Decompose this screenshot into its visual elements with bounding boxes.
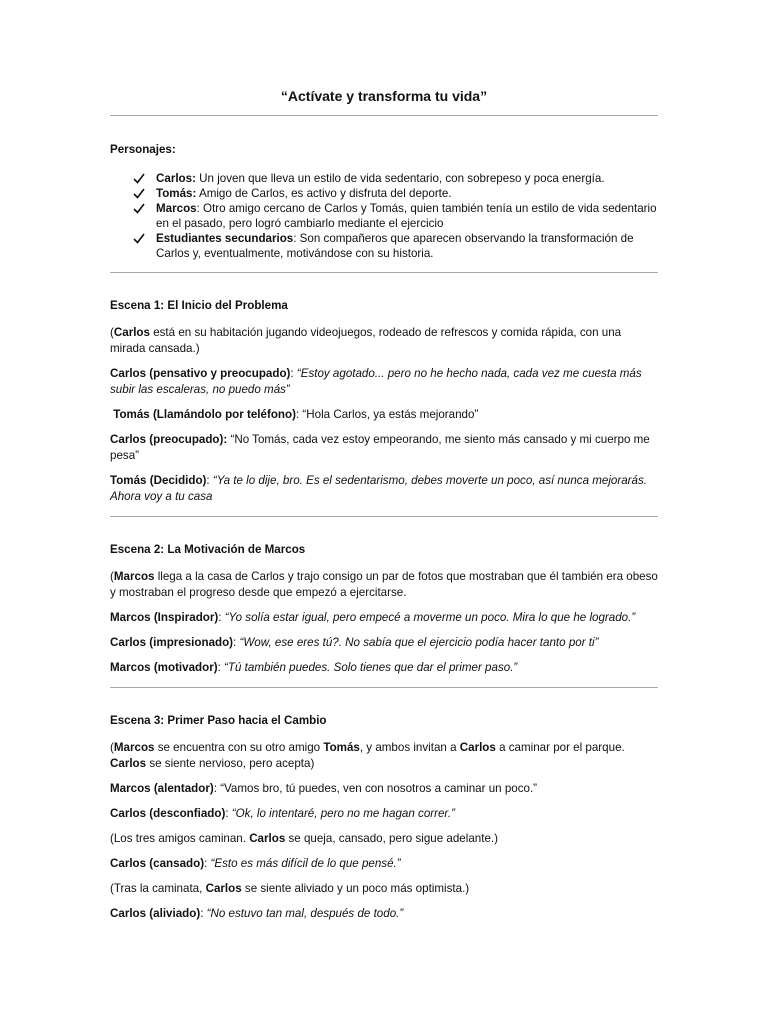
scene-3-title: Escena 3: Primer Paso hacia el Cambio: [110, 714, 327, 727]
dialogue-line: Marcos (motivador): “Tú también puedes. Solo tienes que dar el primer paso.”: [110, 661, 518, 674]
line-text: “Wow, ese eres tú?. No sabía que el ejercicio podía hacer tanto por ti”: [239, 636, 599, 649]
speaker: Carlos (preocupado):: [110, 433, 228, 446]
stage-direction: (Los tres amigos caminan. Carlos se queja, cansado, pero sigue adelante.): [110, 832, 498, 845]
document-title: “Actívate y transforma tu vida”: [280, 88, 488, 104]
line-text: “Hola Carlos, ya estás mejorando”: [302, 408, 479, 421]
speaker: Carlos (cansado): [110, 857, 205, 870]
dialogue-line: [110, 432, 658, 464]
character-name: Estudiantes secundarios: [156, 232, 294, 245]
character-name: Carlos:: [156, 172, 196, 185]
dialogue-line: Marcos (Inspirador): “Yo solía estar igual, pero empecé a moverme un poco. Mira lo que he logrado.”: [110, 611, 636, 624]
divider: [110, 272, 658, 273]
dialogue-line: Marcos (alentador): “Vamos bro, tú puedes, ven con nosotros a caminar un poco.”: [110, 782, 538, 795]
line-text: “Tú también puedes. Solo tienes que dar el primer paso.”: [224, 661, 518, 674]
speaker: Carlos (desconfiado): [110, 807, 226, 820]
stage-direction: (Marcos llega a la casa de Carlos y trajo consigo un par de fotos que mostraban que él también era obeso y mostraban el progreso desde que empezó a ejercitarse.: [110, 570, 658, 599]
speaker: Marcos (motivador): [110, 661, 218, 674]
dialogue-line: Carlos (desconfiado): “Ok, lo intentaré, pero no me hagan correr.”: [110, 807, 455, 820]
character-name: Tomás:: [156, 187, 197, 200]
characters-list: [110, 171, 658, 261]
speaker: Carlos (pensativo y preocupado): [110, 367, 291, 380]
character-description: : Son compañeros que aparecen observando la transformación de Carlos y, eventualmente, motivándose con su historia.: [156, 232, 634, 260]
dialogue-line: Tomás (Decidido): “Ya te lo dije, bro. Es el sedentarismo, debes moverte un poco, así nunca mejorarás. Ahora voy a tu casa: [110, 474, 648, 503]
dialogue-line: Carlos (cansado): “Esto es más difícil de lo que pensé.”: [110, 857, 401, 870]
line-text: “Ya te lo dije, bro. Es el sedentarismo, debes moverte un poco, así nunca mejorarás. Ahora voy a tu casa: [110, 474, 648, 503]
speaker: Tomás (Decidido): [110, 474, 207, 487]
divider: [110, 115, 658, 116]
line-text: “No Tomás, cada vez estoy empeorando, me siento más cansado y mi cuerpo me pesa”: [110, 433, 650, 462]
dialogue-line: Carlos (pensativo y preocupado): “Estoy agotado... pero no he hecho nada, cada vez me cuesta más subir las escaleras, no puedo más”: [110, 367, 642, 396]
character-name: Marcos: [156, 202, 197, 215]
scene-1-title: Escena 1: El Inicio del Problema: [110, 299, 288, 312]
dialogue-line: Carlos (aliviado): “No estuvo tan mal, después de todo.”: [110, 907, 404, 920]
characters-heading: Personajes:: [110, 143, 176, 156]
checkmark-icon: [132, 186, 146, 201]
checkmark-icon: [132, 201, 146, 216]
line-text: “Estoy agotado... pero no he hecho nada, cada vez me cuesta más subir las escaleras, no puedo más”: [110, 367, 642, 396]
character-item: [156, 231, 658, 261]
line-text: “Vamos bro, tú puedes, ven con nosotros a caminar un poco.”: [220, 782, 538, 795]
divider: [110, 687, 658, 688]
line-text: “No estuvo tan mal, después de todo.”: [206, 907, 404, 920]
character-item: [156, 171, 658, 186]
dialogue-line: Tomás (Llamándolo por teléfono): “Hola Carlos, ya estás mejorando”: [110, 408, 479, 421]
document-body: [110, 86, 658, 922]
speaker: Marcos (alentador): [110, 782, 214, 795]
speaker: Carlos (aliviado): [110, 907, 201, 920]
line-text: “Yo solía estar igual, pero empecé a moverme un poco. Mira lo que he logrado.”: [224, 611, 636, 624]
character-item: [156, 186, 658, 201]
speaker: Carlos (impresionado): [110, 636, 234, 649]
line-text: “Esto es más difícil de lo que pensé.”: [210, 857, 401, 870]
checkmark-icon: [132, 231, 146, 246]
stage-direction: (Marcos se encuentra con su otro amigo Tomás, y ambos invitan a Carlos a caminar por el parque. Carlos se siente nervioso, pero acepta): [110, 741, 625, 770]
scene-2-title: Escena 2: La Motivación de Marcos: [110, 543, 306, 556]
speaker: Marcos (Inspirador): [110, 611, 219, 624]
speaker: Tomás (Llamándolo por teléfono): [110, 408, 296, 421]
divider: [110, 516, 658, 517]
stage-direction: (Carlos está en su habitación jugando videojuegos, rodeado de refrescos y comida rápida, con una mirada cansada.): [110, 326, 622, 355]
character-description: : Otro amigo cercano de Carlos y Tomás, quien también tenía un estilo de vida sedentario en el pasado, pero logró cambiarlo mediante el ejercicio: [156, 202, 657, 230]
character-description: Un joven que lleva un estilo de vida sedentario, con sobrepeso y poca energía.: [195, 172, 605, 185]
character-item: [156, 201, 658, 231]
stage-direction: (Tras la caminata, Carlos se siente aliviado y un poco más optimista.): [110, 882, 470, 895]
checkmark-icon: [132, 171, 146, 186]
character-description: Amigo de Carlos, es activo y disfruta del deporte.: [196, 187, 452, 200]
dialogue-line: Carlos (impresionado): “Wow, ese eres tú?. No sabía que el ejercicio podía hacer tanto por ti”: [110, 636, 599, 649]
line-text: “Ok, lo intentaré, pero no me hagan correr.”: [231, 807, 455, 820]
